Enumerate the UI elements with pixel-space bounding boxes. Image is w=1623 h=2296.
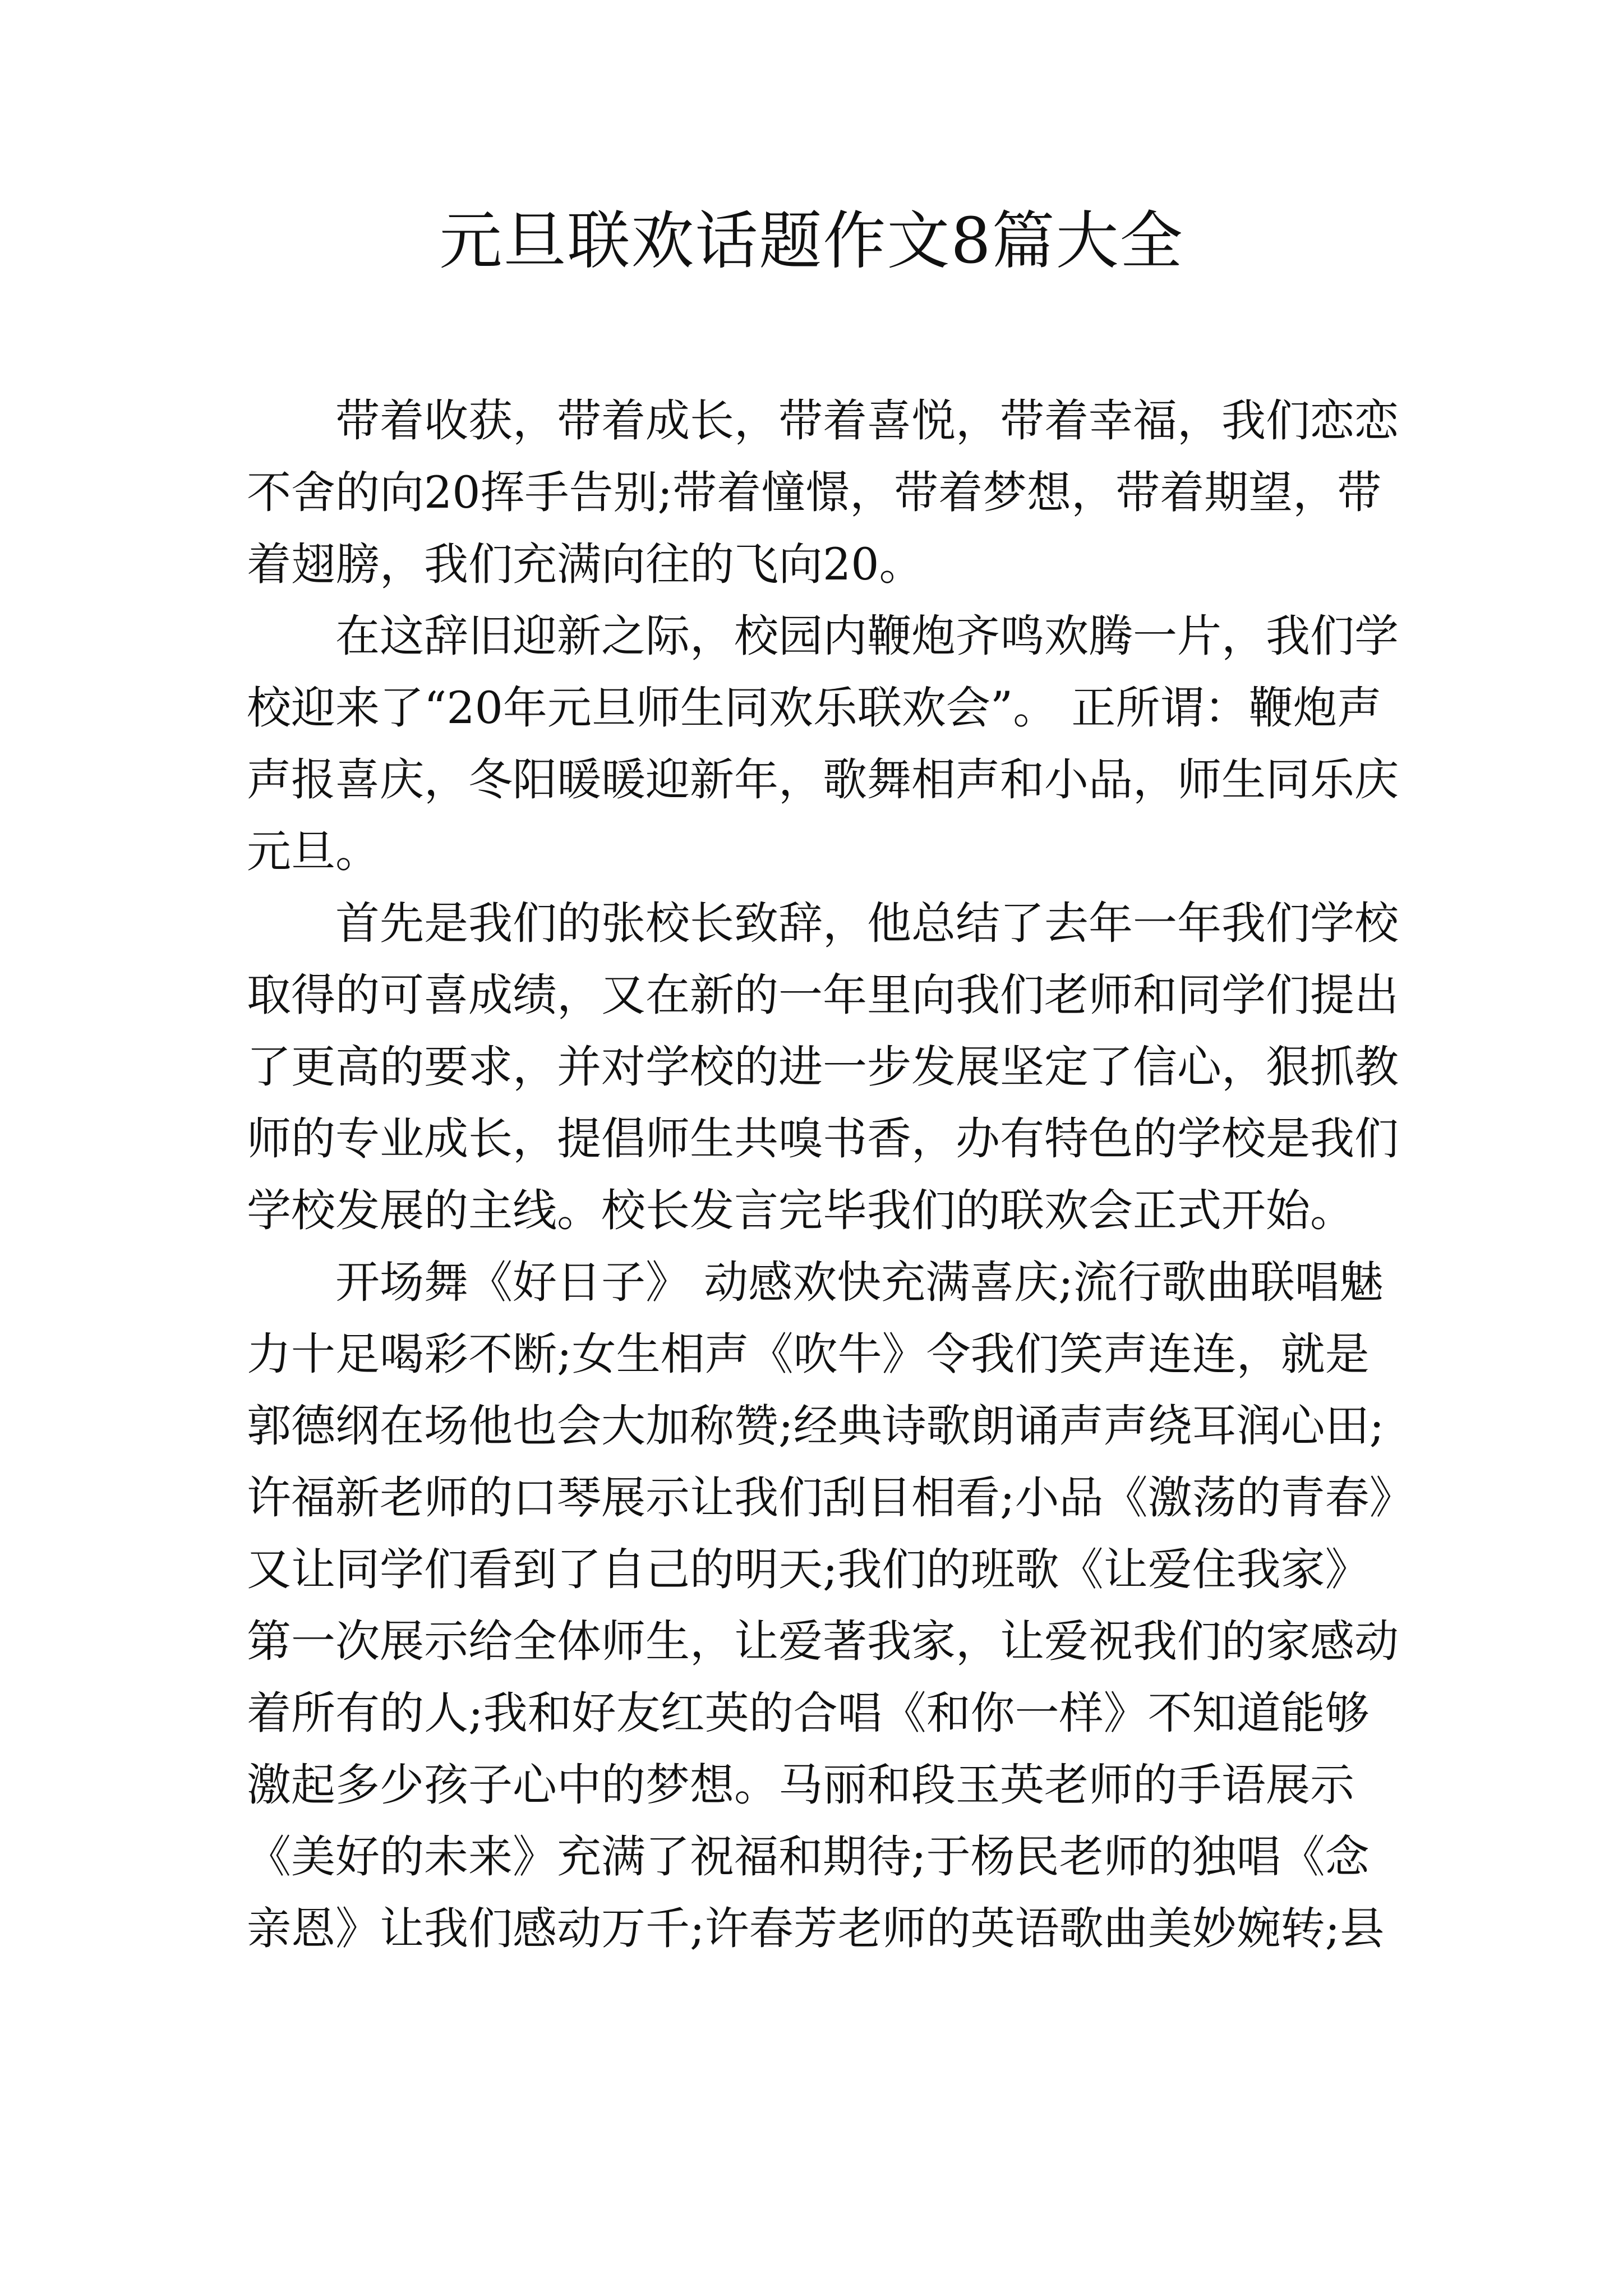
body-line: 取得的可喜成绩，又在新的一年里向我们老师和同学们提出	[247, 969, 1399, 1021]
body-line: 学校发展的主线。校长发言完毕我们的联欢会正式开始。	[247, 1185, 1354, 1236]
body-line: 师的专业成长，提倡师生共嗅书香，办有特色的学校是我们	[247, 1113, 1399, 1165]
body-line: 了更高的要求，并对学校的进一步发展坚定了信心，狠抓教	[247, 1041, 1399, 1093]
body-line: 又让同学们看到了自己的明天;我们的班歌《让爱住我家》	[247, 1544, 1370, 1595]
body-line: 元旦。	[247, 826, 380, 877]
body-line: 许福新老师的口琴展示让我们刮目相看;小品《激荡的青春》	[247, 1472, 1414, 1524]
body-line: 声报喜庆，冬阳暖暖迎新年，歌舞相声和小品，师生同乐庆	[247, 754, 1399, 806]
body-line: 首先是我们的张校长致辞，他总结了去年一年我们学校	[247, 898, 1399, 949]
body-line: 在这辞旧迎新之际，校园内鞭炮齐鸣欢腾一片，我们学	[247, 610, 1399, 662]
body-line: 校迎来了“20年元旦师生同欢乐联欢会”。 正所谓：鞭炮声	[247, 682, 1382, 734]
body-line: 《美好的未来》充满了祝福和期待;于杨民老师的独唱《念	[247, 1831, 1370, 1883]
body-line: 开场舞《好日子》 动感欢快充满喜庆;流行歌曲联唱魅	[247, 1257, 1384, 1308]
body-line: 不舍的向20挥手告别;带着憧憬，带着梦想，带着期望，带	[247, 467, 1382, 518]
body-line: 郭德纲在场他也会大加称赞;经典诗歌朗诵声声绕耳润心田;	[247, 1400, 1385, 1452]
body-line: 带着收获，带着成长，带着喜悦，带着幸福，我们恋恋	[247, 395, 1399, 447]
body-line: 亲恩》让我们感动万千;许春芳老师的英语歌曲美妙婉转;县	[247, 1903, 1385, 1954]
document-title: 元旦联欢话题作文8篇大全	[439, 205, 1184, 278]
body-line: 着所有的人;我和好友红英的合唱《和你一样》不知道能够	[247, 1687, 1370, 1739]
body-line: 着翅膀，我们充满向往的飞向20。	[247, 539, 924, 590]
body-line: 激起多少孩子心中的梦想。马丽和段玉英老师的手语展示	[247, 1759, 1354, 1811]
body-line: 力十足喝彩不断;女生相声《吹牛》令我们笑声连连，就是	[247, 1328, 1370, 1380]
body-line: 第一次展示给全体师生，让爱著我家，让爱祝我们的家感动	[247, 1616, 1399, 1667]
